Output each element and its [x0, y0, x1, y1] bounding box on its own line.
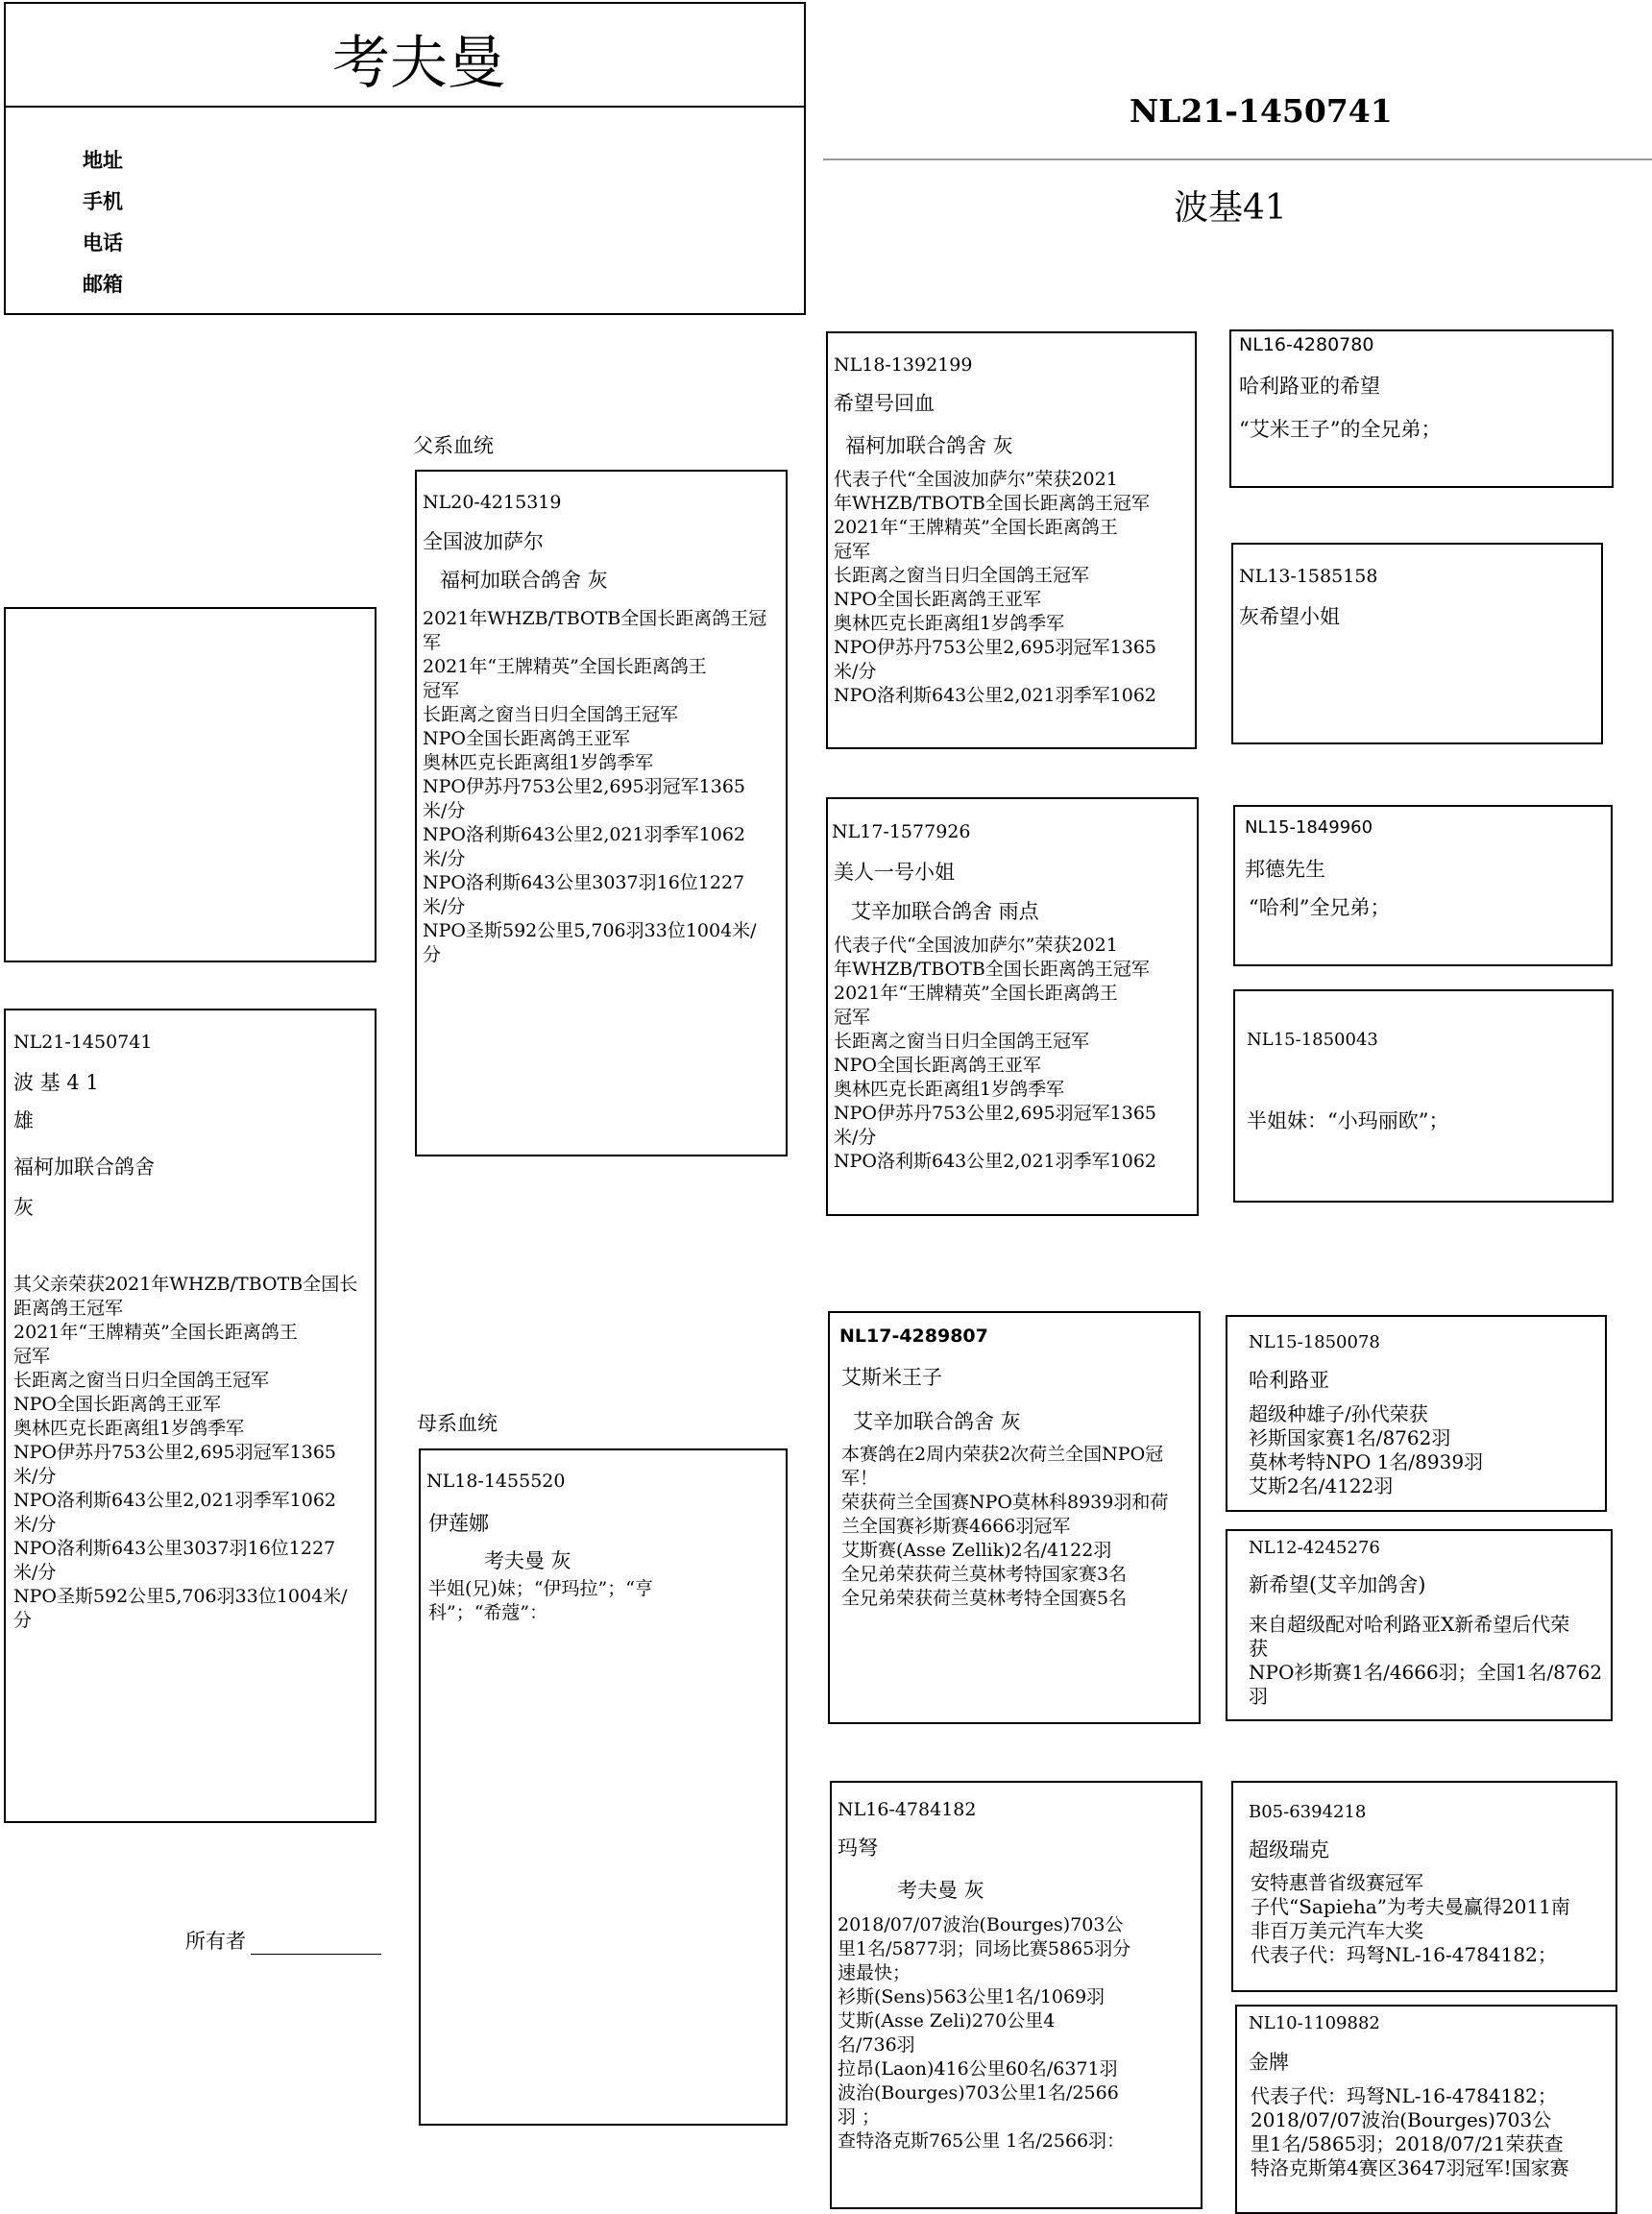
- sds-note: “哈利”全兄弟；: [1249, 896, 1391, 919]
- note-line: 奥林匹克长距离组1岁鸽季军: [423, 752, 654, 773]
- note-line: 艾斯赛(Asse Zellik)2名/4122羽: [841, 1540, 1112, 1561]
- sss-name: 哈利路亚的希望: [1239, 375, 1380, 398]
- note-line: 军！: [841, 1468, 879, 1489]
- note-line: 分: [423, 944, 442, 965]
- sd-loft-color: 艾辛加联合鸽舍 雨点: [851, 900, 1039, 923]
- note-line: 兰全国赛衫斯赛4666羽冠军: [841, 1516, 1071, 1537]
- dds-name: 超级瑞克: [1249, 1838, 1329, 1861]
- ddd-name: 金牌: [1249, 2051, 1289, 2074]
- note-line: 来自超级配对哈利路亚X新希望后代荣: [1249, 1613, 1570, 1636]
- note-line: NPO洛利斯643公里2,021羽季军1062: [834, 685, 1156, 706]
- note-line: 2021年“王牌精英”全国长距离鸽王: [834, 983, 1118, 1004]
- note-line: 拉昂(Laon)416公里60名/6371羽: [838, 2058, 1118, 2080]
- dss-name: 哈利路亚: [1249, 1369, 1329, 1392]
- note-line: 米/分: [423, 896, 466, 917]
- note-line: 奥林匹克长距离组1岁鸽季军: [834, 1079, 1065, 1100]
- sds-ring: NL15-1849960: [1245, 817, 1373, 838]
- note-line: NPO圣斯592公里5,706羽33位1004米/: [423, 920, 757, 941]
- bird-name-title: 波基41: [1174, 188, 1287, 228]
- note-line: 代表子代“全国波加萨尔”荣获2021: [834, 469, 1118, 490]
- note-line: 奥林匹克长距离组1岁鸽季军: [13, 1418, 245, 1439]
- sss-ring: NL16-4280780: [1239, 334, 1374, 355]
- sd-name: 美人一号小姐: [834, 861, 955, 884]
- ssd-ring: NL13-1585158: [1239, 566, 1378, 587]
- note-line: 冠军: [834, 541, 871, 562]
- ring-number-title: NL21-1450741: [1130, 92, 1393, 130]
- dd-ring: NL16-4784182: [838, 1799, 977, 1820]
- sdd-card: [1233, 989, 1614, 1203]
- note-line: 年WHZB/TBOTB全国长距离鸽王冠军: [834, 493, 1150, 514]
- sire-notes: [423, 607, 780, 967]
- subject-sex: 雄: [13, 1109, 34, 1132]
- note-line: 特洛克斯第4赛区3647羽冠军!国家赛: [1251, 2156, 1569, 2179]
- note-line: 冠军: [423, 680, 460, 701]
- note-line: 本赛鸽在2周内荣获2次荷兰全国NPO冠: [841, 1444, 1164, 1465]
- note-line: 名/736羽: [838, 2034, 915, 2056]
- ds-loft-color: 艾辛加联合鸽舍 灰: [853, 1410, 1021, 1433]
- email-label: 邮箱: [83, 272, 123, 296]
- note-line: 全兄弟荣获荷兰莫林考特国家赛3名: [841, 1564, 1128, 1585]
- ds-notes: [841, 1443, 1201, 1611]
- note-line: NPO圣斯592公里5,706羽33位1004米/: [13, 1586, 348, 1607]
- sds-name: 邦德先生: [1245, 858, 1325, 881]
- dam-loft-color: 考夫曼 灰: [484, 1549, 571, 1572]
- sire-loft-color: 福柯加联合鸽舍 灰: [440, 569, 608, 592]
- subject-notes: [13, 1273, 371, 1633]
- note-line: NPO全国长距离鸽王亚军: [834, 589, 1041, 610]
- note-line: 半姐(兄)妹；“伊玛拉”；“亨: [428, 1578, 653, 1599]
- sd-notes: [834, 934, 1193, 1174]
- subject-name: 波 基 4 1: [13, 1071, 99, 1094]
- note-line: 2021年“王牌精英”全国长距离鸽王: [423, 656, 707, 677]
- note-line: 2018/07/07波治(Bourges)703公: [1251, 2108, 1552, 2131]
- dd-name: 玛弩: [838, 1837, 878, 1860]
- sire-ring: NL20-4215319: [423, 492, 562, 513]
- note-line: 羽: [1249, 1685, 1268, 1708]
- note-line: 超级种雄子/孙代荣获: [1249, 1402, 1428, 1425]
- sd-ring: NL17-1577926: [832, 821, 971, 842]
- note-line: 2021年“王牌精英”全国长距离鸽王: [13, 1322, 298, 1343]
- photo-frame: [4, 607, 377, 962]
- ds-ring: NL17-4289807: [839, 1326, 988, 1347]
- dds-notes: [1251, 1871, 1614, 1967]
- dsd-notes: [1249, 1613, 1606, 1709]
- note-line: 荣获荷兰全国赛NPO莫林科8939羽和荷: [841, 1492, 1169, 1513]
- note-line: 非百万美元汽车大奖: [1251, 1919, 1423, 1942]
- note-line: 全兄弟荣获荷兰莫林考特全国赛5名: [841, 1588, 1128, 1609]
- note-line: NPO洛利斯643公里3037羽16位1227: [423, 872, 745, 893]
- note-line: 速最快；: [838, 1962, 911, 1983]
- note-line: 米/分: [834, 661, 877, 682]
- note-line: NPO洛利斯643公里3037羽16位1227: [13, 1538, 336, 1559]
- note-line: NPO衫斯赛1名/4666羽；全国1名/8762: [1249, 1661, 1603, 1684]
- subject-ring: NL21-1450741: [13, 1032, 153, 1053]
- note-line: 里1名/5877羽；同场比赛5865羽分: [838, 1938, 1131, 1959]
- note-line: 代表子代：玛弩NL-16-4784182；: [1251, 1943, 1557, 1966]
- sire-section-label: 父系血统: [413, 434, 494, 457]
- note-line: 年WHZB/TBOTB全国长距离鸽王冠军: [834, 959, 1150, 980]
- note-line: NPO伊苏丹753公里2,695羽冠军1365: [13, 1442, 336, 1463]
- note-line: 衫斯国家赛1名/8762羽: [1249, 1426, 1451, 1449]
- note-line: 安特惠普省级赛冠军: [1251, 1871, 1423, 1894]
- dd-loft-color: 考夫曼 灰: [897, 1879, 984, 1902]
- note-line: 分: [13, 1610, 33, 1631]
- note-line: NPO伊苏丹753公里2,695羽冠军1365: [834, 1103, 1156, 1124]
- note-line: 查特洛克斯765公里 1名/2566羽：: [838, 2130, 1126, 2152]
- note-line: 代表子代：玛弩NL-16-4784182；: [1251, 2084, 1557, 2107]
- note-line: 长距离之窗当日归全国鸽王冠军: [834, 565, 1090, 586]
- sire-name: 全国波加萨尔: [423, 530, 544, 553]
- note-line: 长距离之窗当日归全国鸽王冠军: [423, 704, 679, 725]
- note-line: 代表子代“全国波加萨尔”荣获2021: [834, 935, 1118, 956]
- dam-card: [419, 1448, 788, 2126]
- note-line: 科”；“希蔻”：: [428, 1602, 548, 1623]
- note-line: 冠军: [834, 1007, 871, 1028]
- dsd-name: 新希望(艾辛加鸽舍): [1249, 1573, 1426, 1596]
- note-line: 军: [423, 632, 442, 653]
- note-line: 奥林匹克长距离组1岁鸽季军: [834, 613, 1065, 634]
- phone-label: 电话: [83, 231, 123, 255]
- owner-header-divider: [4, 106, 806, 108]
- note-line: 子代“Sapieha”为考夫曼赢得2011南: [1251, 1895, 1570, 1918]
- note-line: NPO全国长距离鸽王亚军: [13, 1394, 221, 1415]
- note-line: 2021年“王牌精英”全国长距离鸽王: [834, 517, 1118, 538]
- note-line: 米/分: [13, 1562, 57, 1583]
- ss-loft-color: 福柯加联合鸽舍 灰: [845, 434, 1013, 457]
- dam-notes: [428, 1577, 782, 1625]
- note-line: 艾斯(Asse Zeli)270公里4: [838, 2010, 1056, 2032]
- note-line: NPO全国长距离鸽王亚军: [423, 728, 630, 749]
- note-line: 米/分: [834, 1127, 877, 1148]
- note-line: 羽 ；: [838, 2106, 881, 2128]
- note-line: NPO全国长距离鸽王亚军: [834, 1055, 1041, 1076]
- note-line: 获: [1249, 1637, 1268, 1660]
- ddd-notes: [1251, 2084, 1614, 2180]
- note-line: NPO洛利斯643公里2,021羽季军1062: [423, 824, 745, 845]
- owner-name: 考夫曼: [332, 30, 505, 97]
- owner-signature-line: [251, 1954, 381, 1955]
- note-line: 米/分: [423, 800, 466, 821]
- ss-notes: [834, 468, 1191, 708]
- note-line: NPO洛利斯643公里2,021羽季军1062: [834, 1151, 1156, 1172]
- ddd-ring: NL10-1109882: [1249, 2013, 1380, 2033]
- note-line: 米/分: [13, 1466, 57, 1487]
- note-line: 衫斯(Sens)563公里1名/1069羽: [838, 1986, 1105, 2007]
- dss-ring: NL15-1850078: [1249, 1332, 1380, 1352]
- dam-name: 伊莲娜: [428, 1512, 489, 1535]
- title-divider: [823, 158, 1652, 160]
- ssd-name: 灰希望小姐: [1239, 605, 1340, 628]
- note-line: NPO伊苏丹753公里2,695羽冠军1365: [834, 637, 1156, 658]
- subject-loft: 福柯加联合鸽舍: [13, 1156, 155, 1179]
- note-line: 里1名/5865羽；2018/07/21荣获查: [1251, 2132, 1564, 2155]
- sss-note: “艾米王子”的全兄弟；: [1239, 418, 1442, 441]
- dds-ring: B05-6394218: [1249, 1802, 1367, 1822]
- note-line: NPO洛利斯643公里2,021羽季军1062: [13, 1490, 336, 1511]
- dsd-ring: NL12-4245276: [1249, 1538, 1380, 1558]
- ss-name: 希望号回血: [834, 392, 935, 415]
- mobile-label: 手机: [83, 189, 123, 213]
- dam-ring: NL18-1455520: [426, 1471, 566, 1492]
- note-line: 2018/07/07波治(Bourges)703公: [838, 1914, 1124, 1935]
- owner-signature-label: 所有者: [185, 1930, 246, 1953]
- ss-ring: NL18-1392199: [834, 354, 973, 376]
- sdd-ring: NL15-1850043: [1247, 1030, 1378, 1050]
- address-label: 地址: [83, 148, 123, 172]
- note-line: NPO伊苏丹753公里2,695羽冠军1365: [423, 776, 745, 797]
- dam-section-label: 母系血统: [417, 1412, 498, 1435]
- subject-color: 灰: [13, 1196, 34, 1219]
- ds-name: 艾斯米王子: [841, 1366, 942, 1389]
- note-line: 长距离之窗当日归全国鸽王冠军: [834, 1031, 1090, 1052]
- dd-notes: [838, 1913, 1197, 2153]
- note-line: 距离鸽王冠军: [13, 1298, 124, 1319]
- note-line: 长距离之窗当日归全国鸽王冠军: [13, 1370, 270, 1391]
- note-line: 莫林考特NPO 1名/8939羽: [1249, 1450, 1484, 1473]
- note-line: 冠军: [13, 1346, 51, 1367]
- sdd-note: 半姐妹：“小玛丽欧”；: [1247, 1109, 1449, 1132]
- note-line: 艾斯2名/4122羽: [1249, 1474, 1394, 1497]
- note-line: 其父亲荣获2021年WHZB/TBOTB全国长: [13, 1274, 358, 1295]
- note-line: 米/分: [13, 1514, 57, 1535]
- note-line: 2021年WHZB/TBOTB全国长距离鸽王冠: [423, 608, 767, 629]
- dss-notes: [1249, 1402, 1604, 1498]
- note-line: 波治(Bourges)703公里1名/2566: [838, 2082, 1119, 2104]
- note-line: 米/分: [423, 848, 466, 869]
